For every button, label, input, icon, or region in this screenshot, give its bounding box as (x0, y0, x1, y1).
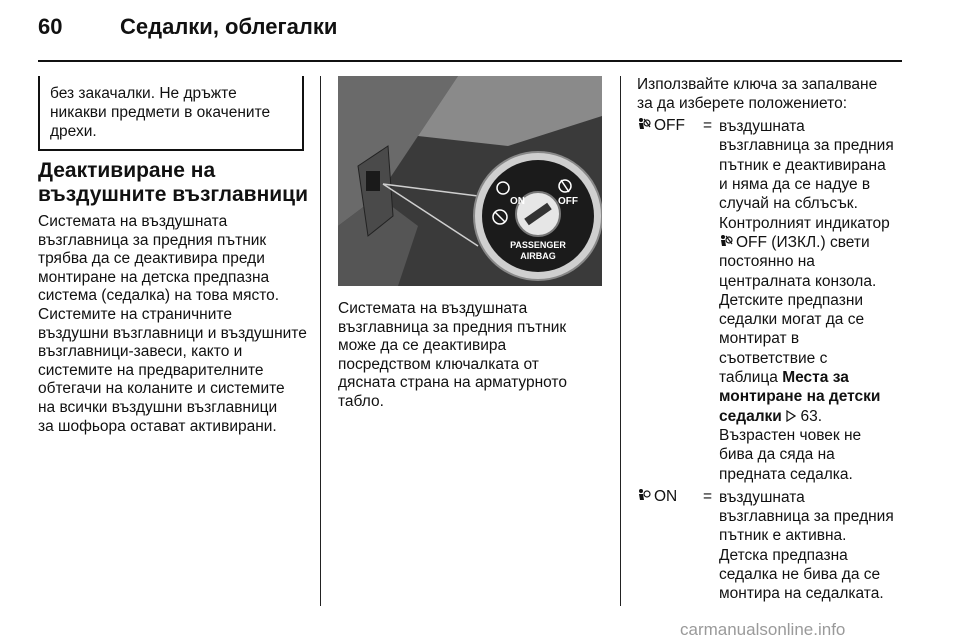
airbag-off-icon (637, 117, 651, 131)
para-line: системите на предварителните (38, 361, 264, 379)
caption-line: може да се деактивира (338, 337, 507, 355)
caption-line: посредством ключалката от (338, 355, 539, 373)
column-right (637, 76, 907, 604)
para-line: възглавници-завеси, както и (38, 343, 243, 361)
notice-line: без закачалки. Не дръжте (50, 85, 237, 102)
column-middle (338, 76, 602, 412)
option-on (637, 488, 907, 604)
site-watermark: carmanualsonline.info (680, 620, 846, 639)
section-heading (38, 159, 308, 207)
caption-line: дясната страна на арматурното (338, 374, 567, 392)
figure-caption (338, 300, 602, 412)
page-ref-arrow-icon (786, 410, 796, 422)
option-off-key: OFF (637, 117, 685, 136)
column-left (38, 76, 308, 436)
table-reference: таблица Места за (719, 369, 849, 387)
option-on-key: ON (637, 488, 677, 507)
column-divider (320, 76, 321, 606)
heading-line: Деактивиране на (38, 159, 216, 182)
caption-line: Системата на въздушната (338, 300, 528, 317)
dash-slot (366, 171, 380, 191)
intro-line: Използвайте ключа за запалване (637, 76, 878, 93)
page-reference[interactable]: седалки 63. (719, 407, 823, 425)
on-label: ON (510, 196, 525, 207)
notice-box (38, 76, 304, 151)
para-line: монтиране на детска предпазна (38, 268, 270, 286)
intro-paragraph (637, 76, 907, 113)
option-equals: = (703, 117, 713, 135)
para-line: трябва да се деактивира преди (38, 250, 265, 268)
heading-line: въздушните възглавници (38, 183, 308, 206)
intro-line: за да изберете положението: (637, 94, 847, 112)
para-line: Системите на страничните (38, 305, 232, 323)
airbag-off-icon (719, 234, 733, 248)
airbag-switch-figure (338, 76, 602, 286)
para-line: въздушни възглавници и въздушните (38, 324, 307, 342)
airbag-switch-illustration (338, 76, 602, 286)
airbag-on-icon (637, 488, 651, 502)
option-on-description: въздушната възглавница за предния пътник е активна. Детска предпазна седалка не бива да се монтира на седалката. (719, 488, 894, 603)
caption-line: възглавница за предния пътник (338, 318, 567, 336)
off-label: OFF (558, 196, 578, 207)
column-divider (620, 76, 621, 606)
passenger-label: PASSENGER (510, 240, 566, 250)
page-title: Седалки, облегалки (120, 14, 338, 39)
notice-line: никакви предмети в окачените (50, 104, 271, 121)
option-off (637, 117, 907, 484)
para-line: възглавница за предния пътник (38, 231, 267, 249)
page-number: 60 (38, 14, 63, 39)
caption-line: табло. (338, 392, 384, 410)
para-line: на всички въздушни възглавници (38, 398, 278, 416)
header-rule (38, 60, 902, 62)
body-paragraph (38, 213, 307, 436)
para-line: обтегачи на коланите и системите (38, 380, 285, 398)
airbag-label: AIRBAG (520, 251, 556, 261)
para-line: Системата на въздушната (38, 213, 228, 230)
notice-line: дрехи. (50, 123, 97, 140)
para-line: система (седалка) на това място. (38, 287, 280, 305)
para-line: за шофьора остават активирани. (38, 417, 277, 435)
indicator-line: OFF (ИЗКЛ.) свети (719, 233, 907, 252)
option-off-description: въздушната възглавница за предния пътник е деактивирана и няма да се надуе в случай на сблъсък. Контролният индикатор OFF (ИЗКЛ.) свети постоянно на централната конзола. Детските предпазни седалки могат да се монтират в съответствие с таблица Места за монтиране на детски седалки 63. Възрастен човек не бива да сяда на предната седалка. (719, 117, 907, 484)
option-equals: = (703, 487, 713, 505)
